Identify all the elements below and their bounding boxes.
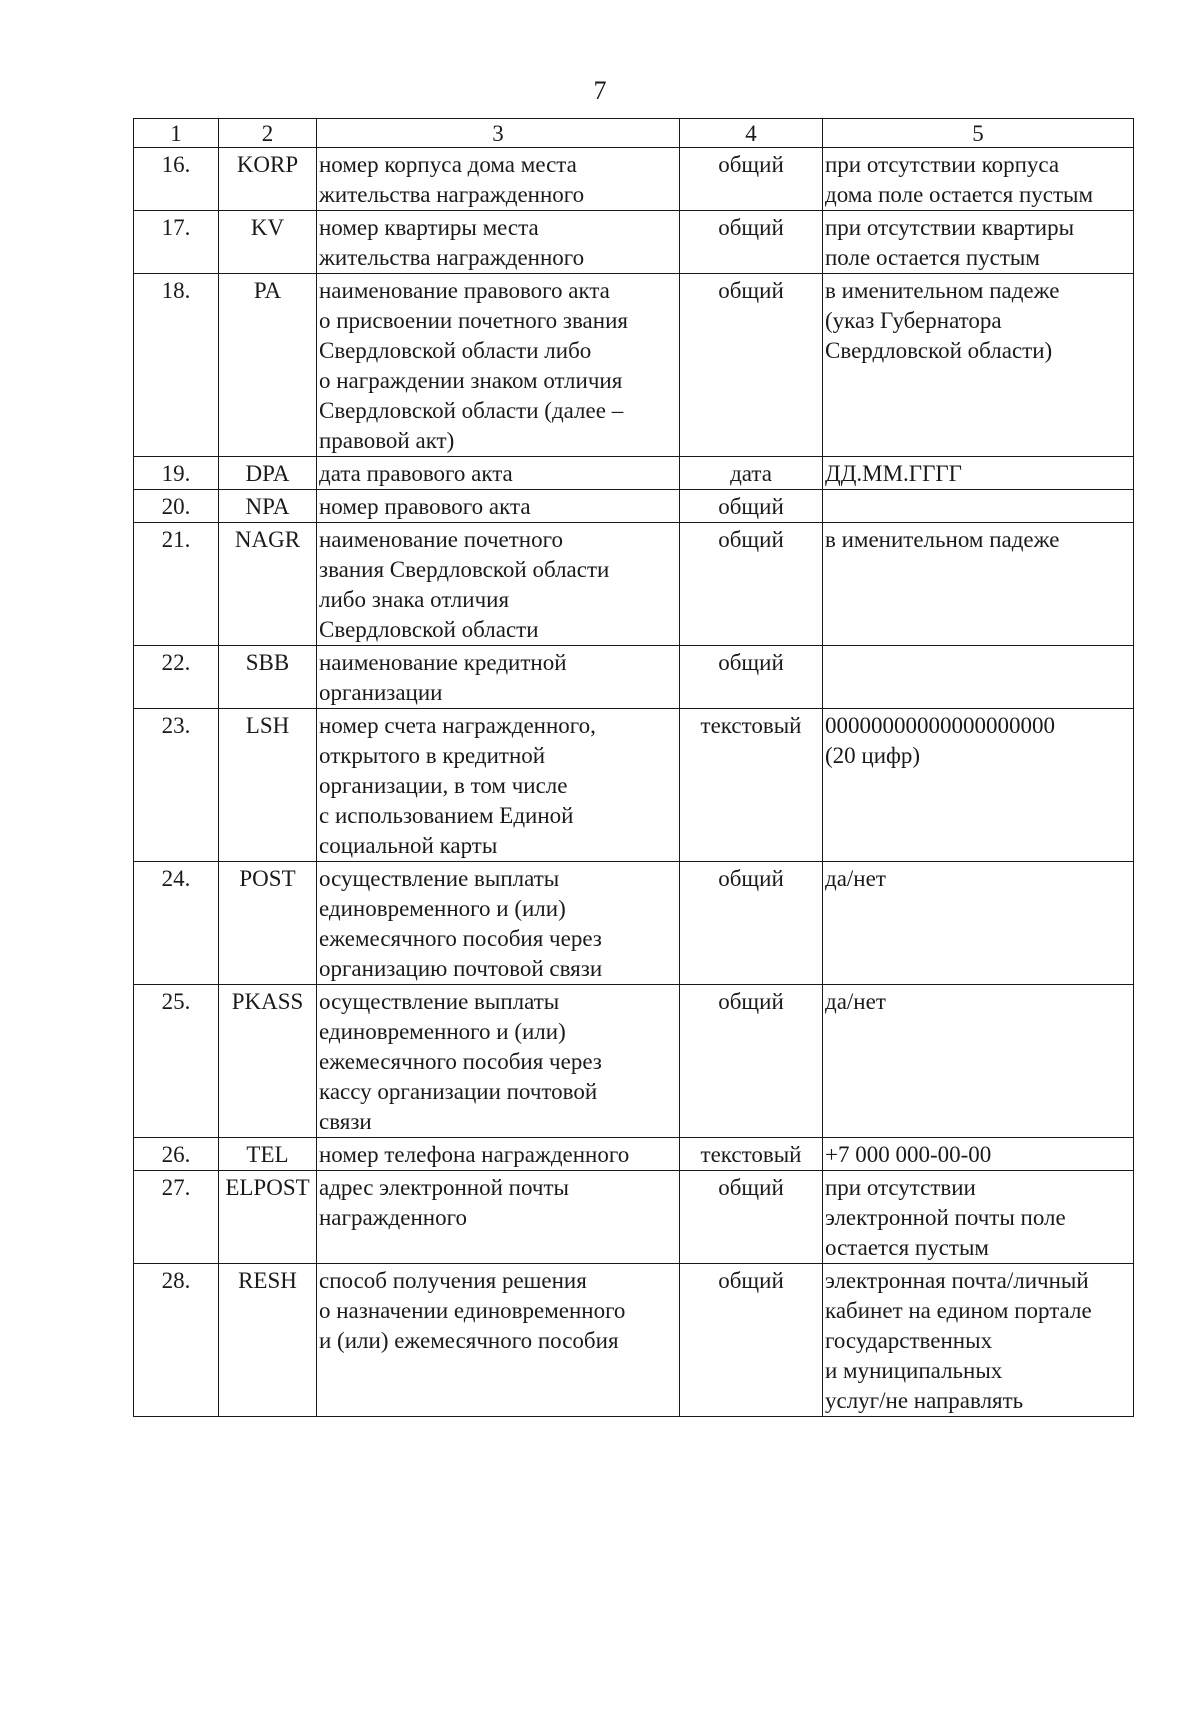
- row-number: 25.: [161, 989, 191, 1014]
- field-note: электронная почта/личный кабинет на едином портале государственных и муниципальных услуг/не направлять: [825, 1268, 1092, 1413]
- field-code: TEL: [246, 1142, 289, 1167]
- table-row: [134, 211, 1134, 274]
- field-code: SBB: [245, 650, 290, 675]
- field-note: 00000000000000000000 (20 цифр): [825, 713, 1055, 768]
- column-header: 2: [219, 119, 317, 148]
- row-number: 18.: [161, 278, 191, 303]
- table-row: [134, 1264, 1134, 1417]
- row-number: 23.: [161, 713, 191, 738]
- field-note: да/нет: [825, 989, 886, 1014]
- field-type: общий: [718, 650, 784, 675]
- field-note: при отсутствии квартиры поле остается пустым: [825, 215, 1075, 270]
- field-code: NPA: [245, 494, 290, 519]
- field-description: адрес электронной почты награжденного: [319, 1175, 569, 1230]
- field-description: способ получения решения о назначении единовременного и (или) ежемесячного пособия: [319, 1268, 626, 1353]
- field-type: общий: [718, 527, 784, 552]
- table-row: [134, 523, 1134, 646]
- field-type: текстовый: [700, 1142, 802, 1167]
- page-number: 7: [593, 76, 607, 105]
- row-number: 16.: [161, 152, 191, 177]
- field-description: номер счета награжденного, открытого в кредитной организации, в том числе с использованием Единой социальной карты: [319, 713, 596, 858]
- column-header: 4: [680, 119, 823, 148]
- table-row: [134, 490, 1134, 523]
- field-description: осуществление выплаты единовременного и (или) ежемесячного пособия через кассу организации почтовой связи: [319, 989, 602, 1134]
- fields-table: [133, 118, 1134, 1417]
- field-code: KV: [250, 215, 285, 240]
- field-code: PA: [253, 278, 282, 303]
- row-number: 17.: [161, 215, 191, 240]
- row-number: 19.: [161, 461, 191, 486]
- table-row: [134, 1171, 1134, 1264]
- row-number: 20.: [161, 494, 191, 519]
- field-type: общий: [718, 1175, 784, 1200]
- field-description: осуществление выплаты единовременного и (или) ежемесячного пособия через организацию почтовой связи: [319, 866, 603, 981]
- field-code: LSH: [245, 713, 290, 738]
- field-code: PKASS: [231, 989, 304, 1014]
- field-type: общий: [718, 278, 784, 303]
- row-number: 22.: [161, 650, 191, 675]
- field-code: RESH: [238, 1268, 297, 1293]
- field-note: в именительном падеже: [825, 527, 1060, 552]
- column-header: 3: [317, 119, 680, 148]
- table-row: [134, 709, 1134, 862]
- field-code: ELPOST: [225, 1175, 310, 1200]
- field-note: да/нет: [825, 866, 886, 891]
- field-note: +7 000 000-00-00: [825, 1142, 992, 1167]
- field-type: общий: [718, 1268, 784, 1293]
- field-type: общий: [718, 989, 784, 1014]
- table-row: [134, 985, 1134, 1138]
- field-code: POST: [239, 866, 296, 891]
- row-number: 28.: [161, 1268, 191, 1293]
- table-row: [134, 148, 1134, 211]
- field-note: при отсутствии корпуса дома поле остается пустым: [825, 152, 1094, 207]
- field-type: общий: [718, 152, 784, 177]
- column-header: 5: [823, 119, 1134, 148]
- field-code: DPA: [245, 461, 290, 486]
- field-note: при отсутствии электронной почты поле остается пустым: [825, 1175, 1066, 1260]
- field-description: номер правового акта: [319, 494, 531, 519]
- field-description: наименование почетного звания Свердловской области либо знака отличия Свердловской области: [319, 527, 610, 642]
- field-type: общий: [718, 215, 784, 240]
- field-type: дата: [730, 461, 772, 486]
- column-header: 1: [134, 119, 219, 148]
- field-type: общий: [718, 494, 784, 519]
- field-description: наименование кредитной организации: [319, 650, 567, 705]
- field-note: в именительном падеже (указ Губернатора Свердловской области): [825, 278, 1060, 363]
- field-code: NAGR: [234, 527, 301, 552]
- field-description: дата правового акта: [319, 461, 513, 486]
- row-number: 27.: [161, 1175, 191, 1200]
- field-type: общий: [718, 866, 784, 891]
- field-description: номер квартиры места жительства награжденного: [319, 215, 585, 270]
- table-header-row: [134, 119, 1134, 148]
- field-code: KORP: [236, 152, 299, 177]
- field-description: наименование правового акта о присвоении почетного звания Свердловской области либо о награждении знаком отличия Свердловской области (далее – правовой акт): [319, 278, 628, 453]
- row-number: 26.: [161, 1142, 191, 1167]
- table-row: [134, 457, 1134, 490]
- table-row: [134, 1138, 1134, 1171]
- field-description: номер телефона награжденного: [319, 1142, 630, 1167]
- row-number: 24.: [161, 866, 191, 891]
- table-row: [134, 274, 1134, 457]
- field-note: ДД.ММ.ГГГГ: [825, 461, 962, 486]
- field-type: текстовый: [700, 713, 802, 738]
- table-row: [134, 646, 1134, 709]
- row-number: 21.: [161, 527, 191, 552]
- table-row: [134, 862, 1134, 985]
- field-description: номер корпуса дома места жительства награжденного: [319, 152, 585, 207]
